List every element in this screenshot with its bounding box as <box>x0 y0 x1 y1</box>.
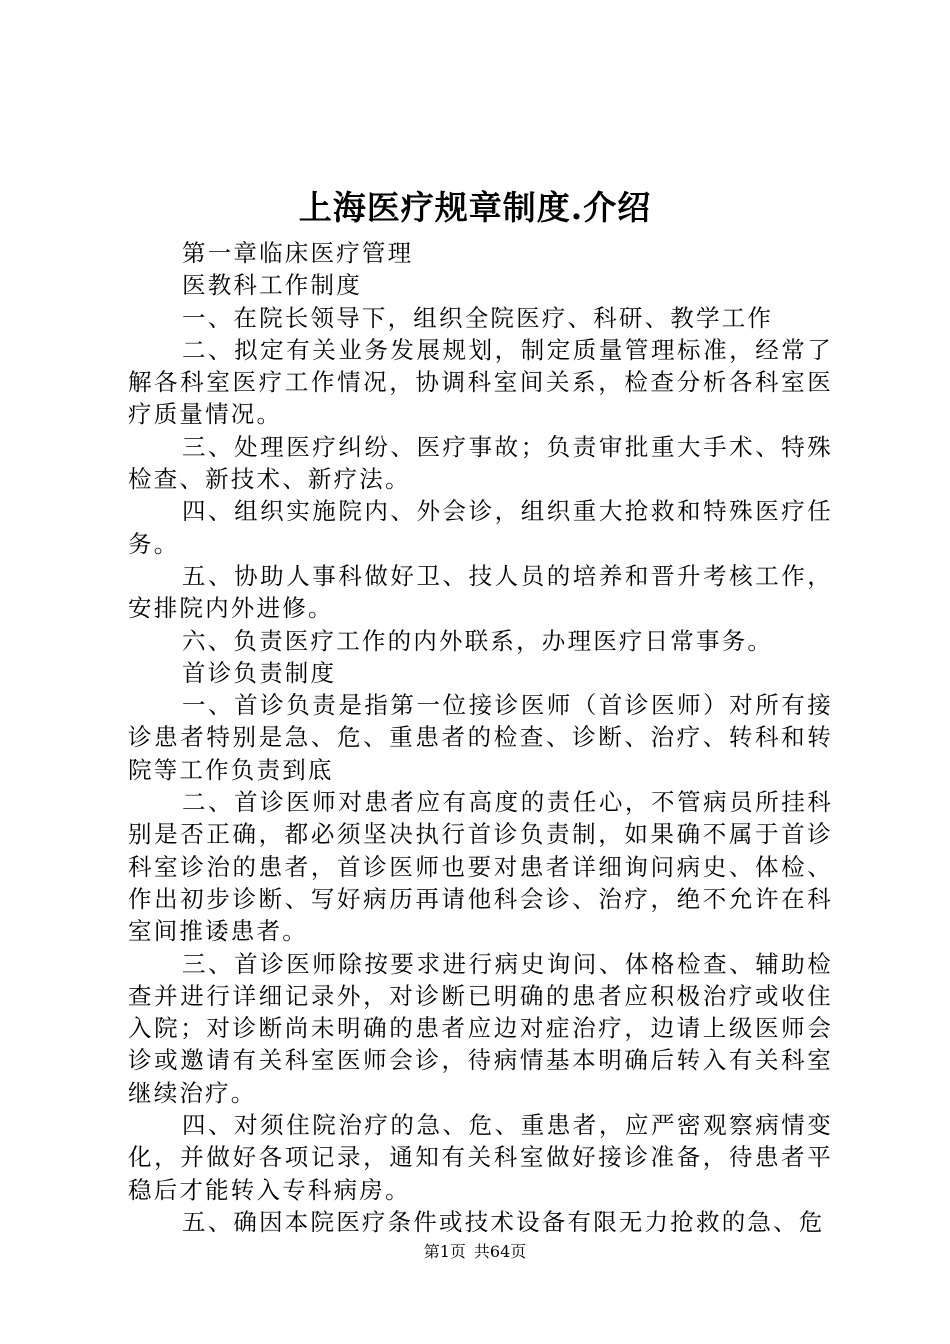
page-total: 共64页 <box>473 1242 527 1261</box>
page-number: 第1页 <box>423 1242 466 1261</box>
section-heading: 医教科工作制度 <box>182 271 362 300</box>
document-title: 上海医疗规章制度.介绍 <box>298 188 652 227</box>
body-paragraph: 二、首诊医师对患者应有高度的责任心，不管病员所挂科别是否正确，都必须坚决执行首诊负责制，如果确不属于首诊科室诊治的患者，首诊医师也要对患者详细询问病史、体检、作出初步诊断、写好病历再请他科会诊、治疗，绝不允许在科室间推诿患者。 <box>128 788 833 946</box>
chapter-heading: 第一章临床医疗管理 <box>182 239 414 267</box>
body-paragraph: 五、协助人事科做好卫、技人员的培养和晋升考核工作，安排院内外进修。 <box>128 561 833 623</box>
body-paragraph: 三、首诊医师除按要求进行病史询问、体格检查、辅助检查并进行详细记录外，对诊断已明确的患者应积极治疗或收住入院；对诊断尚未明确的患者应边对症治疗，边请上级医师会诊或邀请有关科室医师会诊，待病情基本明确后转入有关科室继续治疗。 <box>128 949 833 1107</box>
body-paragraph: 五、确因本院医疗条件或技术设备有限无力抢救的急、危 <box>182 1207 825 1236</box>
body-paragraph: 四、对须住院治疗的急、危、重患者，应严密观察病情变化，并做好各项记录，通知有关科室做好接诊准备，待患者平稳后才能转入专科病房。 <box>128 1111 833 1204</box>
document-body <box>128 237 833 1238</box>
body-paragraph: 六、负责医疗工作的内外联系，办理医疗日常事务。 <box>182 626 774 655</box>
body-paragraph: 四、组织实施院内、外会诊，组织重大抢救和特殊医疗任务。 <box>128 497 833 558</box>
body-paragraph: 二、拟定有关业务发展规划，制定质量管理标准，经常了解各科室医疗工作情况，协调科室间关系，检查分析各科室医疗质量情况。 <box>128 335 833 429</box>
section-heading: 首诊负责制度 <box>182 658 337 687</box>
body-paragraph: 一、在院长领导下，组织全院医疗、科研、教学工作 <box>182 303 774 332</box>
body-paragraph: 一、首诊负责是指第一位接诊医师（首诊医师）对所有接诊患者特别是急、危、重患者的检查、诊断、治疗、转科和转院等工作负责到底 <box>128 691 833 784</box>
page-footer <box>0 1240 950 1264</box>
body-paragraph: 三、处理医疗纠纷、医疗事故；负责审批重大手术、特殊检查、新技术、新疗法。 <box>128 432 833 494</box>
